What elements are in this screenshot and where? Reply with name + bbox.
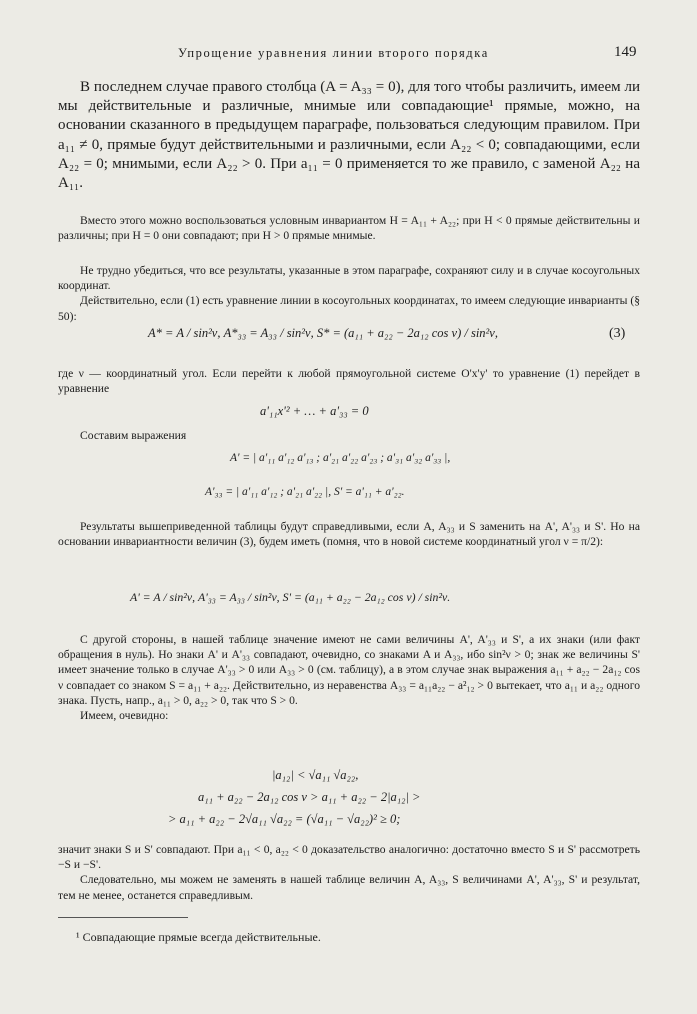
inequality-1: |a₁₂| < √a₁₁ √a₂₂, [272, 768, 359, 782]
paragraph-text: где ν — координатный угол. Если перейти к любой прямоугольной системе O'x'y' то уравнение (1) перейдет в уравнение [58, 367, 640, 396]
page-number: 149 [614, 44, 637, 60]
determinant-a33-prime: A'₃₃ = | a'₁₁ a'₁₂ ; a'₂₁ a'₂₂ |, S' = a'₁₁ + a'₂₂. [205, 486, 405, 498]
paragraph-signs [58, 632, 640, 723]
paragraph-text: Не трудно убедиться, что все результаты, указанные в этом параграфе, сохраняют силу и в случае косоугольных координат. [58, 264, 640, 293]
paragraph-text: В последнем случае правого столбца (A = A₃₃ = 0), для того чтобы различить, имеем ли мы действительные и различные, мнимые или совпадающие¹ прямые, можно, на основании сказанного в предыдущем параграфе, пользоваться следующим правилом. При a₁₁ ≠ 0, прямые будут действительными и различными, если A₂₂ < 0; совпадающими, если A₂₂ = 0; мнимыми, если A₂₂ > 0. При a₁₁ = 0 применяется то же правило, с заменой A₂₂ на A₁₁. [58, 79, 640, 192]
paragraph-text: значит знаки S и S' совпадают. При a₁₁ < 0, a₂₂ < 0 доказательство аналогично: достаточно вместо S и S' рассмотреть −S и −S'. [58, 843, 640, 872]
equation-5: A' = A / sin²ν, A'₃₃ = A₃₃ / sin²ν, S' = (a₁₁ + a₂₂ − 2a₁₂ cos ν) / sin²ν. [130, 590, 451, 604]
paragraph-rule [58, 78, 640, 193]
paragraph-substitution [58, 519, 640, 549]
paragraph-text: Следовательно, мы можем не заменять в нашей таблице величин A, A₃₃, S величинами A', A'₃₃, S' и результат, тем не менее, останется справедливым. [58, 873, 640, 902]
paragraph-text: С другой стороны, в нашей таблице значение имеют не сами величины A', A'₃₃ и S', а их знаки (или факт обращения в нуль). Но знаки A' и A'₃₃ совпадают, очевидно, со знаками A и A₃₃, ибо sin²ν > 0; знак же величины S' имеет значение только в случае A'₃₃ > 0 или A₃₃ > 0 (см. таблицу), а в этом случае знак выражения a₁₁ + a₂₂ − 2a₁₂ cos ν совпадает со знаком S = a₁₁ + a₂₂. Действительно, из неравенства A₃₃ = a₁₁a₂₂ − a²₁₂ > 0 вытекает, что a₁₁ и a₂₂ одного знака. Пусть, напр., a₁₁ > 0, a₂₂ > 0, так что S > 0. [58, 633, 640, 707]
determinant-a-prime: A' = | a'₁₁ a'₁₂ a'₁₃ ; a'₂₁ a'₂₂ a'₂₃ ; a'₃₁ a'₃₂ a'₃₃ |, [230, 452, 451, 464]
equation-3: A* = A / sin²ν, A*₃₃ = A₃₃ / sin²ν, S* = (a₁₁ + a₂₂ − 2a₁₂ cos ν) / sin²ν, [148, 326, 498, 340]
paragraph-text: Имеем, очевидно: [80, 709, 169, 723]
paragraph-transform [58, 366, 640, 396]
inequality-2: a₁₁ + a₂₂ − 2a₁₂ cos ν > a₁₁ + a₂₂ − 2|a₁₂| > [198, 790, 421, 804]
paragraph-compose [58, 428, 640, 443]
footnote: ¹ Совпадающие прямые всегда действительные. [76, 930, 321, 944]
paragraph-text: Составим выражения [80, 429, 187, 442]
running-title: Упрощение уравнения линии второго порядка [178, 46, 489, 60]
paragraph-invariant-h [58, 213, 640, 243]
running-header [0, 46, 697, 68]
equation-transformed: a'₁₁x'² + … + a'₃₃ = 0 [260, 404, 369, 418]
paragraph-conclusion [58, 842, 640, 903]
inequality-3: > a₁₁ + a₂₂ − 2√a₁₁ √a₂₂ = (√a₁₁ − √a₂₂)² ≥ 0; [168, 812, 401, 826]
paragraph-text: Действительно, если (1) есть уравнение линии в косоугольных координатах, то имеем следующие инварианты (§ 50): [58, 294, 640, 323]
footnote-divider [58, 917, 188, 918]
paragraph-text: Результаты вышеприведенной таблицы будут справедливыми, если A, A₃₃ и S заменить на A', A'₃₃ и S'. Но на основании инвариантности величин (3), будем иметь (помня, что в новой системе координатный угол ν = π/2): [58, 520, 640, 549]
paragraph-text: Вместо этого можно воспользоваться условным инвариантом H = A₁₁ + A₂₂; при H < 0 прямые действительны и различны; при H = 0 они совпадают; при H > 0 прямые мнимые. [58, 214, 640, 243]
paragraph-oblique-coords [58, 263, 640, 324]
equation-number: (3) [609, 326, 626, 341]
